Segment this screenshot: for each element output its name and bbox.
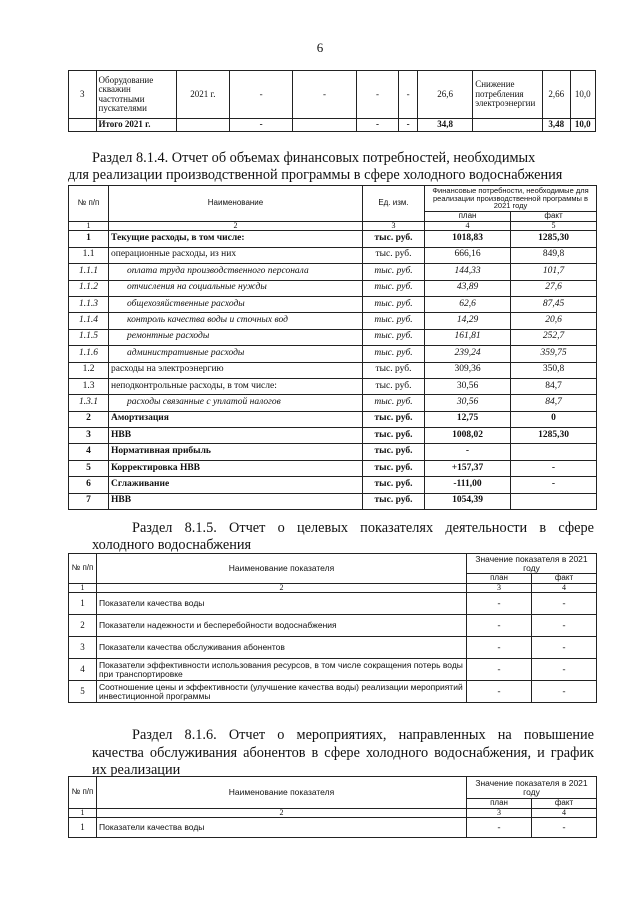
section-814-title-line1: Раздел 8.1.4. Отчет об объемах финансовых потребностей, необходимых [92, 150, 536, 166]
table-row [69, 247, 597, 263]
cell [511, 493, 597, 509]
cell: 5 [511, 222, 597, 231]
cell: тыс. руб. [363, 493, 425, 509]
cell: тыс. руб. [363, 346, 425, 362]
cell: 1.1.2 [69, 280, 109, 296]
table-row [69, 411, 597, 427]
cell: -111,00 [425, 477, 511, 493]
table-row [69, 296, 597, 312]
cell: - [532, 659, 597, 681]
header-unit: Ед. изм. [363, 186, 425, 222]
cell: 3 [69, 428, 109, 444]
table-row [69, 460, 597, 476]
cell: 2 [69, 615, 97, 637]
cell: 161,81 [425, 329, 511, 345]
header-fact: факт [532, 799, 597, 809]
table-row [69, 681, 597, 703]
cell: - [356, 119, 398, 132]
header-fact: факт [511, 212, 597, 222]
cell: - [467, 681, 532, 703]
cell: - [229, 71, 292, 119]
cell: тыс. руб. [363, 247, 425, 263]
table-row [69, 231, 597, 247]
cell: 62,6 [425, 296, 511, 312]
table-row [69, 615, 597, 637]
cell: 1.1.6 [69, 346, 109, 362]
table-row [69, 362, 597, 378]
cell: - [467, 818, 532, 838]
cell: отчисления на социальные нужды [109, 280, 363, 296]
cell: административные расходы [109, 346, 363, 362]
cell: операционные расходы, из них [109, 247, 363, 263]
cell: 4 [69, 444, 109, 460]
section-816-title-line2: качества обслуживания абонентов в сфере холодного водоснабжения, и график [92, 745, 594, 761]
header-value: Значение показателя в 2021 году [467, 777, 597, 799]
section-814-title-line2: для реализации производственной программы в сфере холодного водоснабжения [68, 167, 563, 183]
table-row [69, 378, 597, 394]
cell: тыс. руб. [363, 329, 425, 345]
cell: 1008,02 [425, 428, 511, 444]
cell: НВВ [109, 428, 363, 444]
cell: 2 [97, 584, 467, 593]
cell: 10,0 [570, 71, 595, 119]
cell: тыс. руб. [363, 313, 425, 329]
cell: 309,36 [425, 362, 511, 378]
cell: 2 [97, 809, 467, 818]
activity-year: 2021 г. [176, 71, 229, 119]
cell: - [356, 71, 398, 119]
cell: тыс. руб. [363, 231, 425, 247]
cell: - [467, 593, 532, 615]
cell: тыс. руб. [363, 296, 425, 312]
table-row [69, 313, 597, 329]
cell: 1.1 [69, 247, 109, 263]
cell: Показатели качества воды [97, 593, 467, 615]
cell: Корректировка НВВ [109, 460, 363, 476]
section-815-title-line1: Раздел 8.1.5. Отчет о целевых показателях деятельности в сфере [132, 520, 594, 536]
cell: тыс. руб. [363, 280, 425, 296]
cell: 1.1.4 [69, 313, 109, 329]
table-row [69, 395, 597, 411]
cell: - [399, 71, 418, 119]
table-row [69, 637, 597, 659]
cell: 1.2 [69, 362, 109, 378]
cell: тыс. руб. [363, 477, 425, 493]
cell: 359,75 [511, 346, 597, 362]
cell: 10,0 [570, 119, 595, 132]
cell: - [467, 659, 532, 681]
cell: 2 [109, 222, 363, 231]
cell: - [467, 637, 532, 659]
cell: +157,37 [425, 460, 511, 476]
cell: - [532, 593, 597, 615]
cell: 1285,30 [511, 231, 597, 247]
cell: 30,56 [425, 378, 511, 394]
cell: 12,75 [425, 411, 511, 427]
cell: НВВ [109, 493, 363, 509]
cell: 350,8 [511, 362, 597, 378]
cell: 7 [69, 493, 109, 509]
activities-table [68, 70, 596, 132]
header-row [69, 186, 597, 212]
cell: тыс. руб. [363, 428, 425, 444]
cell [511, 444, 597, 460]
cell: 1018,83 [425, 231, 511, 247]
header-needs: Финансовые потребности, необходимые для реализации производственной программы в 2021 году [425, 186, 597, 212]
cell: 3 [467, 809, 532, 818]
cell: тыс. руб. [363, 411, 425, 427]
cell: - [511, 477, 597, 493]
cell: 1 [69, 584, 97, 593]
cell: 1054,39 [425, 493, 511, 509]
cell: Сглаживание [109, 477, 363, 493]
header-num: № п/п [69, 777, 97, 809]
cell: - [467, 615, 532, 637]
cell: 4 [69, 659, 97, 681]
cell: 239,24 [425, 346, 511, 362]
header-name: Наименование [109, 186, 363, 222]
cell: 84,7 [511, 395, 597, 411]
table-row [69, 659, 597, 681]
financial-needs-table [68, 185, 597, 510]
cell: 101,7 [511, 264, 597, 280]
cell: 849,8 [511, 247, 597, 263]
header-plan: план [425, 212, 511, 222]
cell: контроль качества воды и сточных вод [109, 313, 363, 329]
cell: 1 [69, 593, 97, 615]
cell: 20,6 [511, 313, 597, 329]
cell: Амортизация [109, 411, 363, 427]
header-num: № п/п [69, 554, 97, 584]
cell: 43,89 [425, 280, 511, 296]
table-row [69, 477, 597, 493]
table-row [69, 264, 597, 280]
cell: Показатели эффективности использования ресурсов, в том числе сокращения потерь воды при транспортировке [97, 659, 467, 681]
cell: общехозяйственные расходы [109, 296, 363, 312]
column-numbers-row [69, 222, 597, 231]
cell: 6 [69, 477, 109, 493]
section-815-title-line2: холодного водоснабжения [92, 537, 252, 553]
cell: 4 [532, 584, 597, 593]
cell: 4 [532, 809, 597, 818]
cell: 1 [69, 809, 97, 818]
target-indicators-table [68, 553, 597, 703]
table-row [69, 493, 597, 509]
cell: ремонтные расходы [109, 329, 363, 345]
cell: 144,33 [425, 264, 511, 280]
header-plan: план [467, 574, 532, 584]
cell: 3 [69, 637, 97, 659]
cell: 84,7 [511, 378, 597, 394]
cell: 1.1.1 [69, 264, 109, 280]
cell: 26,6 [418, 71, 473, 119]
cell: 27,6 [511, 280, 597, 296]
cell: 1.3 [69, 378, 109, 394]
total-label: Итого 2021 г. [96, 119, 176, 132]
table-row [69, 818, 597, 838]
cell: Текущие расходы, в том числе: [109, 231, 363, 247]
cell: 1285,30 [511, 428, 597, 444]
table-row [69, 444, 597, 460]
cell: 14,29 [425, 313, 511, 329]
cell: 0 [511, 411, 597, 427]
cell: 2 [69, 411, 109, 427]
header-fact: факт [532, 574, 597, 584]
cell: 5 [69, 460, 109, 476]
cell: - [399, 119, 418, 132]
cell: тыс. руб. [363, 378, 425, 394]
activity-name: Оборудование скважин частотными пускателями [96, 71, 176, 119]
cell: 34,8 [418, 119, 473, 132]
cell: 3 [363, 222, 425, 231]
table-row [69, 428, 597, 444]
cell: 3 [467, 584, 532, 593]
table-row [69, 280, 597, 296]
cell: - [229, 119, 292, 132]
cell: - [532, 681, 597, 703]
header-name: Наименование показателя [97, 554, 467, 584]
cell: - [293, 71, 356, 119]
header-value: Значение показателя в 2021 году [467, 554, 597, 574]
cell: - [511, 460, 597, 476]
effect: Снижение потребления электроэнергии [473, 71, 543, 119]
cell: Соотношение цены и эффективности (улучшение качества воды) реализации мероприятий инвестиционной программы [97, 681, 467, 703]
cell: Показатели качества обслуживания абонентов [97, 637, 467, 659]
cell: оплата труда производственного персонала [109, 264, 363, 280]
cell: 4 [425, 222, 511, 231]
table-row [69, 71, 596, 119]
cell: 87,45 [511, 296, 597, 312]
cell: Показатели качества воды [97, 818, 467, 838]
cell: - [532, 637, 597, 659]
cell: Показатели надежности и бесперебойности водоснабжения [97, 615, 467, 637]
cell: расходы связанные с уплатой налогов [109, 395, 363, 411]
cell: 5 [69, 681, 97, 703]
cell: 1.1.5 [69, 329, 109, 345]
header-name: Наименование показателя [97, 777, 467, 809]
cell: - [532, 615, 597, 637]
cell: 666,16 [425, 247, 511, 263]
cell: тыс. руб. [363, 395, 425, 411]
total-row [69, 119, 596, 132]
section-816-title-line1: Раздел 8.1.6. Отчет о мероприятиях, направленных на повышение [132, 727, 594, 743]
table-row [69, 329, 597, 345]
cell: тыс. руб. [363, 362, 425, 378]
cell: 1.3.1 [69, 395, 109, 411]
cell: Нормативная прибыль [109, 444, 363, 460]
cell: расходы на электроэнергию [109, 362, 363, 378]
cell: тыс. руб. [363, 264, 425, 280]
cell: тыс. руб. [363, 444, 425, 460]
cell: 1 [69, 222, 109, 231]
cell: 2,66 [543, 71, 571, 119]
section-816-title-line3: их реализации [92, 762, 181, 778]
service-measures-table [68, 776, 597, 838]
cell: 30,56 [425, 395, 511, 411]
page-number: 6 [316, 40, 324, 55]
header-num: № п/п [69, 186, 109, 222]
cell: 1.1.3 [69, 296, 109, 312]
row-num: 3 [69, 71, 97, 119]
table-row [69, 593, 597, 615]
header-plan: план [467, 799, 532, 809]
cell: тыс. руб. [363, 460, 425, 476]
cell: - [532, 818, 597, 838]
cell: 3,48 [543, 119, 571, 132]
cell: неподконтрольные расходы, в том числе: [109, 378, 363, 394]
table-row [69, 346, 597, 362]
cell: 1 [69, 818, 97, 838]
cell: 252,7 [511, 329, 597, 345]
cell: - [425, 444, 511, 460]
cell: 1 [69, 231, 109, 247]
